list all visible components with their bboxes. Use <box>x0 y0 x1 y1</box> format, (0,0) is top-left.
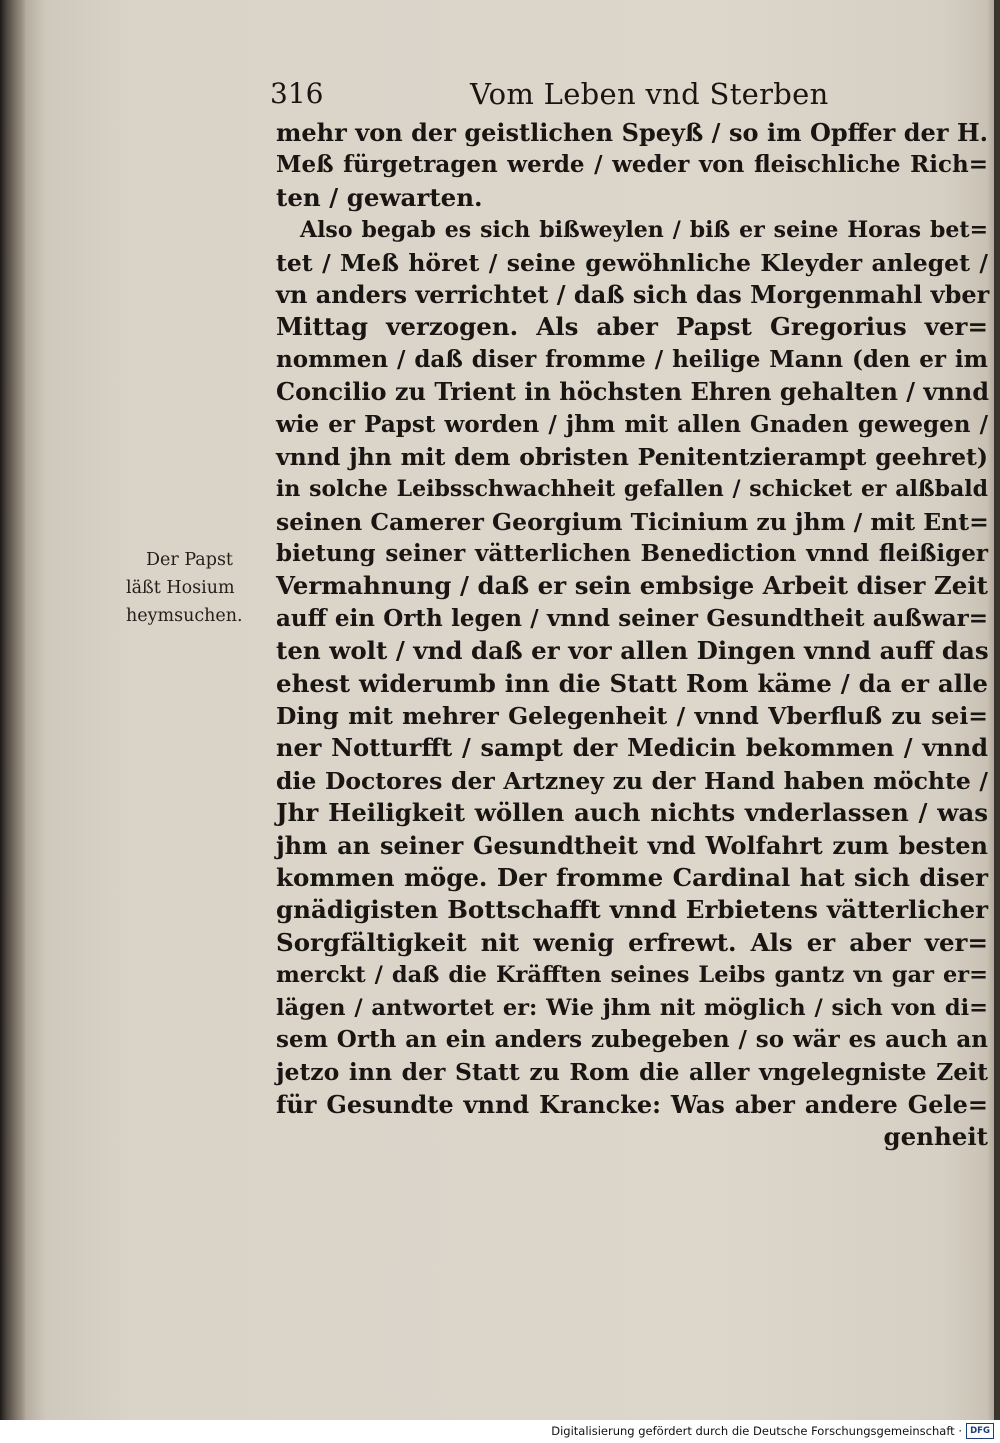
text-line: Also begab es sich bißweylen / biß er seine Horas bet= <box>300 217 988 244</box>
text-line: gnädigisten Bottschafft vnnd Erbietens vätterlicher <box>276 895 988 925</box>
text-line: vn anders verrichtet / daß sich das Morgenmahl vber <box>276 279 990 309</box>
text-line: ehest widerumb inn die Statt Rom käme / da er alle <box>276 668 988 698</box>
text-line: die Doctores der Artzney zu der Hand haben möchte / <box>276 766 988 795</box>
text-line: kommen möge. Der fromme Cardinal hat sich diser <box>276 862 988 892</box>
text-line: in solche Leibsschwachheit gefallen / schicket er alßbald <box>276 476 988 503</box>
text-line: für Gesundte vnnd Krancke: Was aber andere Gele= <box>276 1089 988 1119</box>
text-line: Concilio zu Trient in höchsten Ehren gehalten / vnnd <box>276 377 990 407</box>
text-line: merckt / daß die Kräfften seines Leibs gantz vn gar er= <box>276 962 988 989</box>
text-line: Vermahnung / daß er sein embsige Arbeit diser Zeit <box>276 571 988 601</box>
text-line: Meß fürgetragen werde / weder von fleischliche Rich= <box>276 151 988 179</box>
text-line: jetzo inn der Statt zu Rom die aller vngelegniste Zeit <box>276 1058 988 1087</box>
marginal-note <box>126 546 274 630</box>
text-line: Ding mit mehrer Gelegenheit / vnnd Vberfluß zu sei= <box>276 702 988 731</box>
page-header <box>270 72 990 118</box>
text-line: seinen Camerer Georgium Ticinium zu jhm / mit Ent= <box>276 507 989 536</box>
text-line: sem Orth an ein anders zubegeben / so wär es auch an <box>276 1025 988 1053</box>
text-line: ten / gewarten. <box>276 182 483 212</box>
marginal-note-line: heymsuchen. <box>126 606 243 626</box>
text-line: jhm an seiner Gesundtheit vnd Wolfahrt zum besten <box>276 830 988 860</box>
catchword: genheit <box>883 1122 988 1152</box>
text-line: mehr von der geistlichen Speyß / so im Opffer der H. <box>276 118 988 147</box>
page-number: 316 <box>270 77 324 110</box>
text-line: Jhr Heiligkeit wöllen auch nichts vnderlassen / was <box>276 798 988 828</box>
text-line: bietung seiner vätterlichen Benediction vnnd fleißiger <box>276 540 988 568</box>
dfg-logo: DFG <box>966 1423 994 1439</box>
text-line: auff ein Orth legen / vnnd seiner Gesundtheit außwar= <box>276 604 988 632</box>
digitization-footer <box>0 1420 1000 1443</box>
body-text <box>276 117 988 1154</box>
text-line: vnnd jhn mit dem obristen Penitentzierampt geehret) <box>276 442 988 471</box>
text-line: Mittag verzogen. Als aber Papst Gregorius ver= <box>276 312 988 342</box>
running-title: Vom Leben vnd Sterben <box>470 77 829 111</box>
marginal-note-line: läßt Hosium <box>126 578 235 598</box>
paper-page <box>12 0 997 1420</box>
marginal-note-line: Der Papst <box>146 550 233 570</box>
text-line: Sorgfältigkeit nit wenig erfrewt. Als er aber ver= <box>276 927 988 957</box>
page-edge <box>994 0 1000 1420</box>
text-line: ten wolt / vnd daß er vor allen Dingen vnnd auff das <box>276 636 989 666</box>
text-line: wie er Papst worden / jhm mit allen Gnaden gewegen / <box>276 410 988 438</box>
text-line: tet / Meß höret / seine gewöhnliche Kleyder anleget / <box>276 248 988 277</box>
text-line: nommen / daß diser fromme / heilige Mann (den er im <box>276 345 988 373</box>
text-line: lägen / antwortet er: Wie jhm nit möglich / sich von di= <box>276 994 988 1021</box>
text-line: ner Notturfft / sampt der Medicin bekommen / vnnd <box>276 733 988 763</box>
funding-credit: Digitalisierung gefördert durch die Deutsche Forschungsgemeinschaft · <box>551 1424 962 1438</box>
book-gutter-shadow <box>0 0 26 1420</box>
